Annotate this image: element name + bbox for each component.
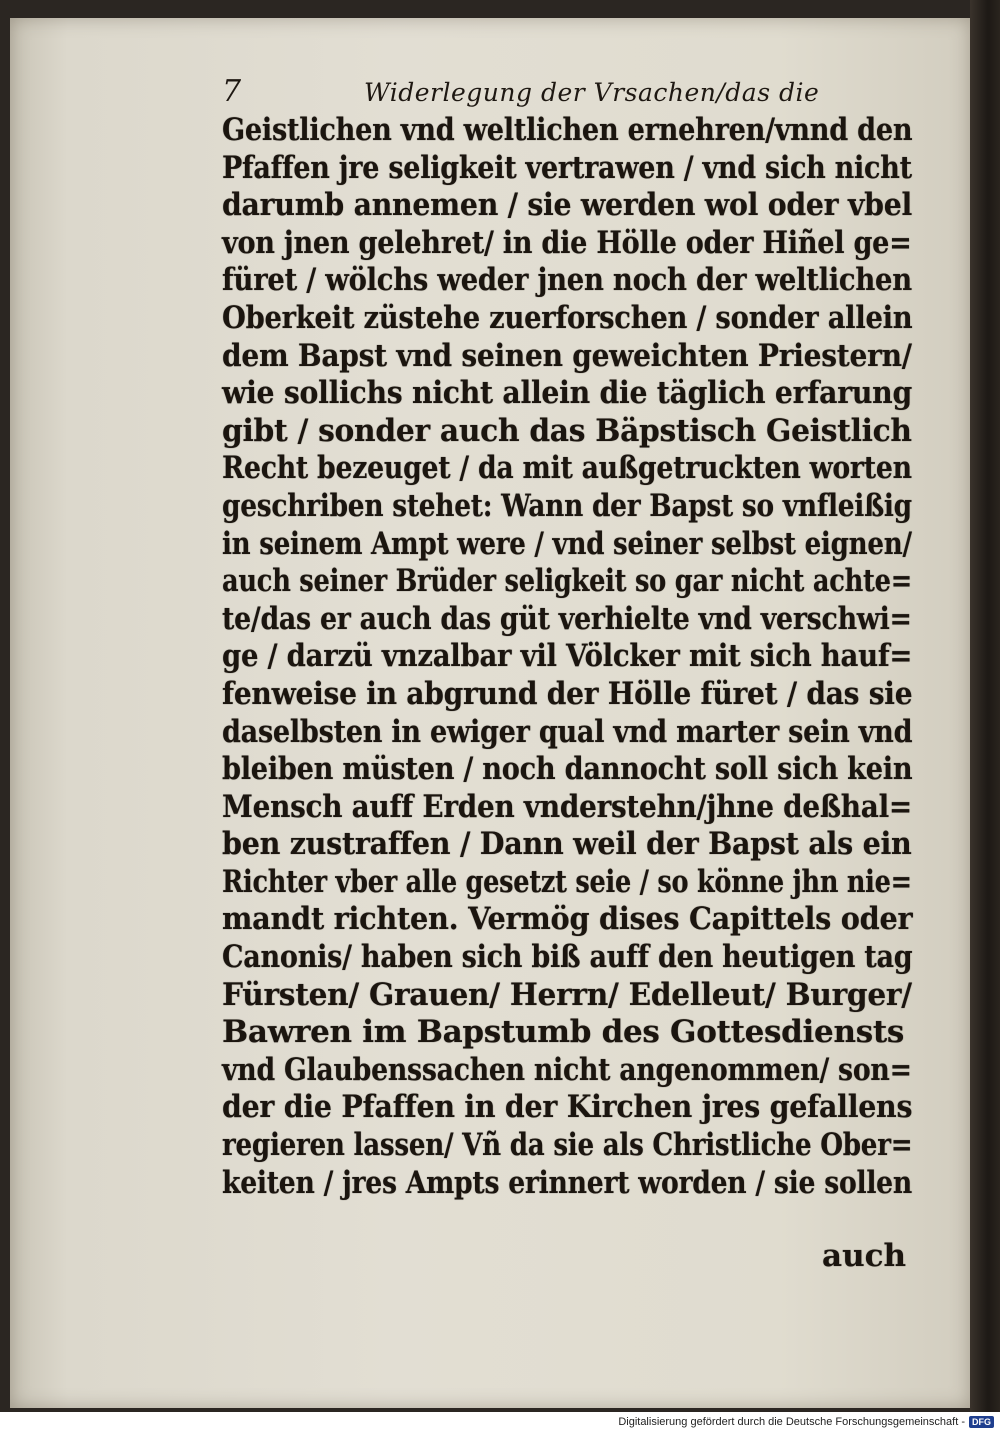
text-line: Bawren im Bapstumb des Gottesdiensts — [222, 1014, 905, 1051]
running-head: Widerlegung der Vrsachen/das die — [364, 78, 820, 107]
text-line: regieren lassen/ Vñ da sie als Christliche Ober= — [222, 1127, 913, 1164]
text-line: füret / wölchs weder jnen noch der weltlichen — [222, 262, 912, 299]
text-line: Pfaffen jre seligkeit vertrawen / vnd sich nicht — [222, 149, 912, 186]
text-line: daselbsten in ewiger qual vnd marter sein vnd — [222, 713, 913, 750]
text-line: dem Bapst vnd seinen geweichten Priestern/ — [222, 337, 912, 374]
text-line: auch seiner Brüder seligkeit so gar nicht achte= — [222, 563, 913, 600]
text-line: bleiben müsten / noch dannocht soll sich kein — [222, 751, 913, 788]
footer-bar — [0, 1412, 1000, 1432]
text-line: Canonis/ haben sich biß auff den heutigen tag — [222, 939, 913, 976]
text-line: Fürsten/ Grauen/ Herrn/ Edelleut/ Burger/ — [222, 976, 912, 1013]
text-line: gibt / sonder auch das Bäpstisch Geistlich — [222, 412, 912, 449]
text-line: von jnen gelehret/ in die Hölle oder Hiñel ge= — [222, 224, 912, 261]
book-gutter — [970, 0, 1000, 1412]
text-line: der die Pfaffen in der Kirchen jres gefallens — [222, 1089, 913, 1126]
text-line: fenweise in abgrund der Hölle füret / das sie — [222, 675, 913, 712]
text-line: Recht bezeuget / da mit außgetruckten worten — [222, 450, 912, 487]
text-line: mandt richten. Vermög dises Capittels oder — [222, 901, 913, 938]
text-line: darumb annemen / sie werden wol oder vbel — [222, 187, 912, 224]
text-line: wie sollichs nicht allein die täglich erfarung — [222, 375, 912, 412]
text-line: Mensch auff Erden vnderstehn/jhne deßhal= — [222, 788, 913, 825]
text-line: vnd Glaubenssachen nicht angenommen/ son= — [222, 1051, 912, 1088]
text-line: Oberkeit züstehe zuerforschen / sonder allein — [222, 299, 913, 336]
page-header — [222, 74, 922, 110]
dfg-logo: DFG — [969, 1416, 994, 1428]
funding-credit: Digitalisierung gefördert durch die Deutsche Forschungsgemeinschaft - — [618, 1416, 965, 1428]
catchword: auch — [822, 1238, 907, 1274]
text-line: Geistlichen vnd weltlichen ernehren/vnnd den — [222, 112, 913, 148]
text-line: ge / darzü vnzalbar vil Völcker mit sich hauf= — [222, 638, 913, 675]
text-line: in seinem Ampt were / vnd seiner selbst eignen/ — [222, 525, 912, 562]
text-line: Richter vber alle gesetzt seie / so könne jhn nie= — [222, 863, 912, 900]
text-line: te/das er auch das güt verhielte vnd verschwi= — [222, 600, 912, 637]
text-line: ben zustraffen / Dann weil der Bapst als ein — [222, 826, 912, 863]
text-block — [222, 112, 912, 1202]
text-line: geschriben stehet: Wann der Bapst so vnfleißig — [222, 487, 912, 524]
page-number: 7 — [222, 74, 242, 109]
text-line: keiten / jres Ampts erinnert worden / sie sollen — [222, 1164, 912, 1201]
